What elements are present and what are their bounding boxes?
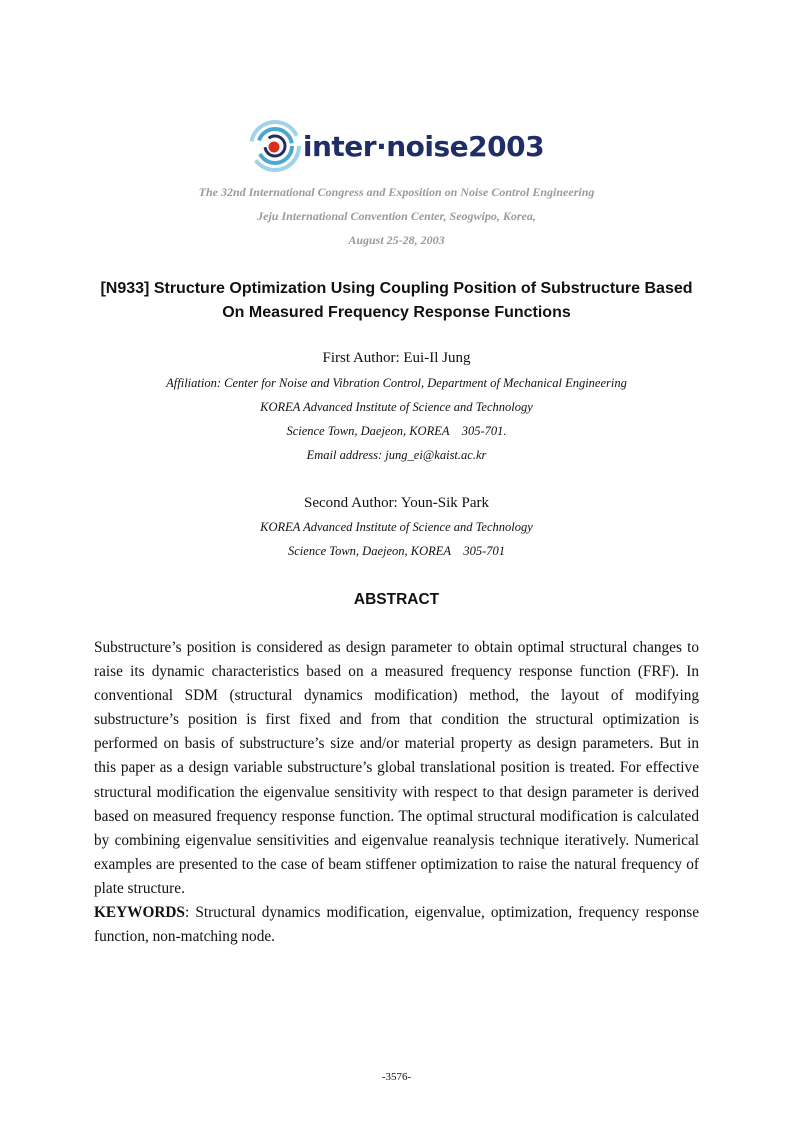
first-author-affiliation: Affiliation: Center for Noise and Vibration Control, Department of Mechanical Engineering bbox=[166, 376, 627, 390]
conference-name: The 32nd International Congress and Exposition on Noise Control Engineering bbox=[198, 185, 595, 199]
first-author-address: Science Town, Daejeon, KOREA 305-701. bbox=[286, 424, 507, 438]
conference-logo bbox=[0, 120, 793, 177]
second-author-institute: KOREA Advanced Institute of Science and Technology bbox=[260, 520, 533, 534]
abstract-text: Substructure’s position is considered as design parameter to obtain optimal structural changes to raise its dynamic characteristics based on a measured frequency response function (FRF). In conventional SDM (structural dynamics modification) method, the layout of modifying substructure’s position is first fixed and from that condition the structural optimization is performed on basis of substructure’s size and/or material property as design parameters. But in this paper as a design variable substructure’s global translational position is treated. For effective structural modification the eigenvalue sensitivity with respect to that design parameter is derived based on measured frequency response function. The optimal structural modification is calculated by combining eigenvalue sensitivities and eigenvalue reanalysis technique iteratively. Numerical examples are presented to the case of beam stiffener optimization to raise the natural frequency of plate structure. bbox=[94, 639, 699, 897]
swirl-logo-icon bbox=[249, 120, 301, 172]
conference-venue: Jeju International Convention Center, Seogwipo, Korea, bbox=[257, 209, 536, 223]
conference-dates: August 25-28, 2003 bbox=[348, 233, 445, 247]
page-number: -3576- bbox=[381, 1071, 412, 1083]
keywords-text: : Structural dynamics modification, eigenvalue, optimization, frequency response function, non-matching node. bbox=[94, 904, 699, 946]
keywords-paragraph bbox=[94, 901, 699, 949]
second-author: Second Author: Youn-Sik Park bbox=[303, 495, 490, 511]
first-author: First Author: Eui-Il Jung bbox=[322, 350, 471, 366]
paper-title-line-1: [N933] Structure Optimization Using Coupling Position of Substructure Based bbox=[100, 280, 693, 297]
abstract-body bbox=[94, 636, 699, 949]
first-author-institute: KOREA Advanced Institute of Science and Technology bbox=[260, 400, 533, 414]
first-author-email: Email address: jung_ei@kaist.ac.kr bbox=[306, 448, 487, 462]
abstract-heading: ABSTRACT bbox=[353, 591, 440, 608]
second-author-address: Science Town, Daejeon, KOREA 305-701 bbox=[288, 544, 505, 558]
keywords-label: KEYWORDS bbox=[94, 904, 185, 922]
logo-text: inter·noise2003 bbox=[302, 129, 545, 163]
paper-title-line-2: On Measured Frequency Response Functions bbox=[222, 304, 571, 321]
